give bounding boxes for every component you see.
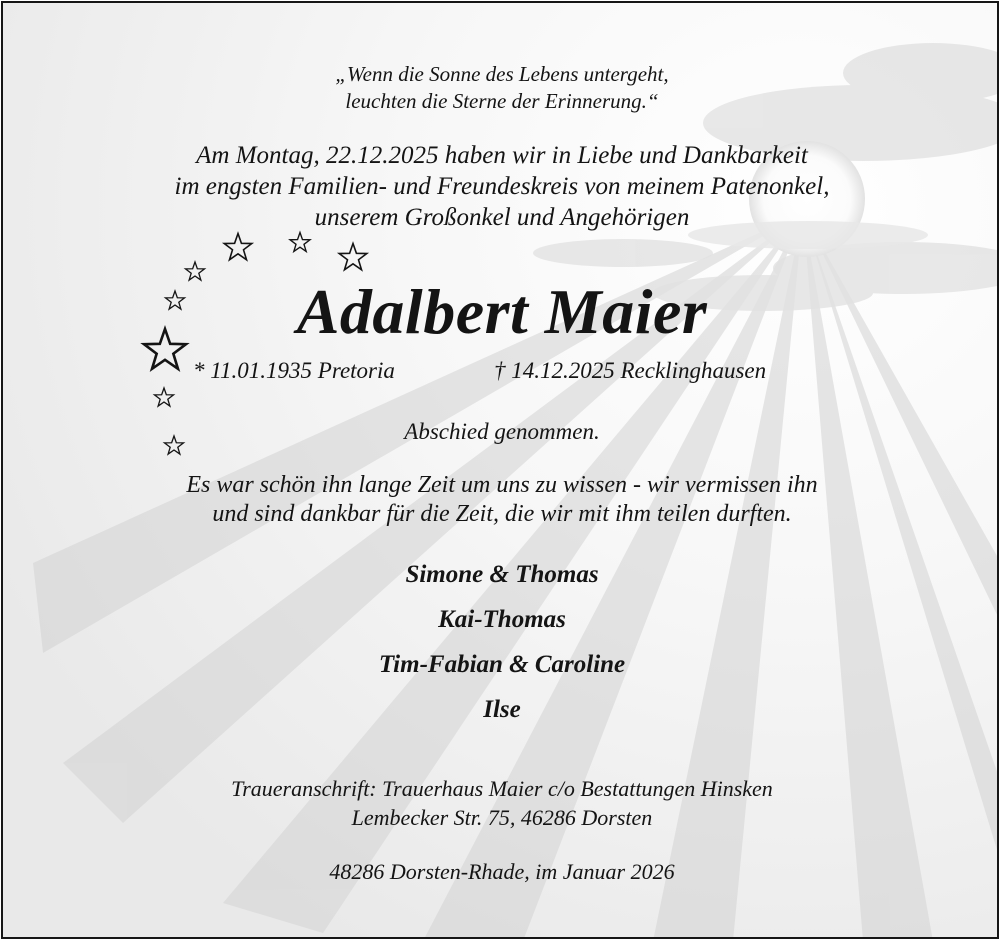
message <box>3 471 999 529</box>
message-line: und sind dankbar für die Zeit, die wir mit ihm teilen durften. <box>212 501 792 527</box>
quote <box>3 61 999 115</box>
intro-line: unserem Großonkel und Angehörigen <box>314 204 690 231</box>
birth-date: * 11.01.1935 Pretoria <box>193 358 395 383</box>
quote-line: leuchten die Sterne der Erinnerung.“ <box>345 89 659 113</box>
quote-line: „Wenn die Sonne des Lebens untergeht, <box>335 62 669 86</box>
address-line: Traueranschrift: Trauerhaus Maier c/o Bestattungen Hinsken <box>231 776 773 801</box>
place-and-date: 48286 Dorsten-Rhade, im Januar 2026 <box>329 859 675 884</box>
farewell-text: Abschied genommen. <box>404 419 600 444</box>
signer-name: Ilse <box>483 696 521 723</box>
signer-name: Kai-Thomas <box>438 606 566 633</box>
message-line: Es war schön ihn lange Zeit um uns zu wissen - wir vermissen ihn <box>186 472 818 498</box>
intro-line: Am Montag, 22.12.2025 haben wir in Liebe und Dankbarkeit <box>196 142 808 169</box>
signer-name: Simone & Thomas <box>405 561 599 588</box>
signers-list <box>3 552 999 732</box>
death-date: † 14.12.2025 Recklinghausen <box>494 358 767 383</box>
obituary-card <box>1 1 999 939</box>
intro-text <box>3 140 999 233</box>
mourning-address <box>3 774 999 832</box>
address-line: Lembecker Str. 75, 46286 Dorsten <box>351 805 653 830</box>
signer-name: Tim-Fabian & Caroline <box>378 651 626 678</box>
deceased-name: Adalbert Maier <box>296 276 708 347</box>
intro-line: im engsten Familien- und Freundeskreis von meinem Patenonkel, <box>174 173 830 200</box>
